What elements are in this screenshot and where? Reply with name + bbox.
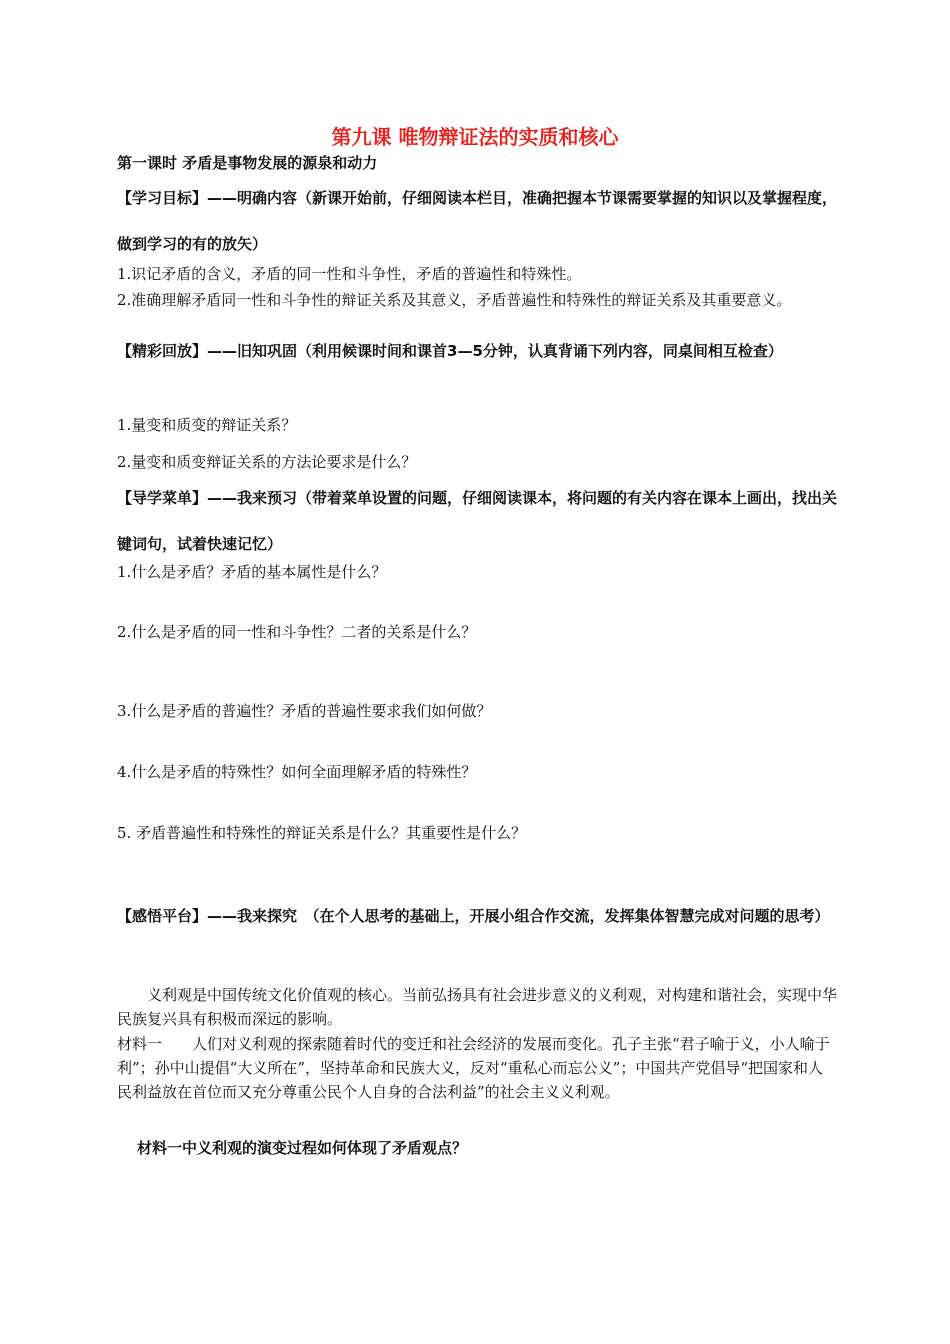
explore-header: 【感悟平台】——我来探究 （在个人思考的基础上，开展小组合作交流，发挥集体智慧完成对问题的思考） <box>117 907 830 925</box>
guide-header: 【导学菜单】——我来预习（带着菜单设置的问题，仔细阅读课本，将问题的有关内容在课本上画出，找出关键词句，试着快速记忆） <box>117 489 838 553</box>
explore-material-1: 材料一 人们对义利观的探索随着时代的变迁和社会经济的发展而变化。孔子主张“君子喻于义，小人喻于利”；孙中山提倡“大义所在”，坚持革命和民族大义，反对“重私心而忘公义”；中国共产党倡导“把国家和人民利益放在首位而又充分尊重公民个人自身的合法利益”的社会主义义利观。 <box>117 1035 830 1101</box>
guide-item-5: 5. 矛盾普遍性和特殊性的辩证关系是什么？其重要性是什么？ <box>117 824 527 842</box>
review-item-2: 2.量变和质变辩证关系的方法论要求是什么？ <box>117 453 417 471</box>
explore-question: 材料一中义利观的演变过程如何体现了矛盾观点？ <box>137 1139 468 1157</box>
lesson-title: 第九课 唯物辩证法的实质和核心 <box>331 125 619 149</box>
review-item-1: 1.量变和质变的辩证关系？ <box>117 416 297 434</box>
goals-item-2: 2.准确理解矛盾同一性和斗争性的辩证关系及其意义，矛盾普遍性和特殊性的辩证关系及其重要意义。 <box>117 291 792 309</box>
guide-item-1: 1.什么是矛盾？矛盾的基本属性是什么？ <box>117 563 387 581</box>
goals-header: 【学习目标】——明确内容（新课开始前，仔细阅读本栏目，准确把握本节课需要掌握的知识以及掌握程度，做到学习的有的放矢） <box>117 189 838 253</box>
goals-item-1: 1.识记矛盾的含义，矛盾的同一性和斗争性，矛盾的普遍性和特殊性。 <box>117 265 582 283</box>
explore-intro: 义利观是中国传统文化价值观的核心。当前弘扬具有社会进步意义的义利观，对构建和谐社会，实现中华民族复兴具有积极而深远的影响。 <box>117 986 838 1028</box>
lesson-subtitle: 第一课时 矛盾是事物发展的源泉和动力 <box>117 154 378 172</box>
guide-item-4: 4.什么是矛盾的特殊性？如何全面理解矛盾的特殊性？ <box>117 763 477 781</box>
guide-item-3: 3.什么是矛盾的普遍性？矛盾的普遍性要求我们如何做？ <box>117 702 492 720</box>
review-header: 【精彩回放】——旧知巩固（利用候课时间和课首3—5分钟，认真背诵下列内容，同桌间相互检查） <box>117 342 783 360</box>
guide-item-2: 2.什么是矛盾的同一性和斗争性？二者的关系是什么？ <box>117 623 477 641</box>
